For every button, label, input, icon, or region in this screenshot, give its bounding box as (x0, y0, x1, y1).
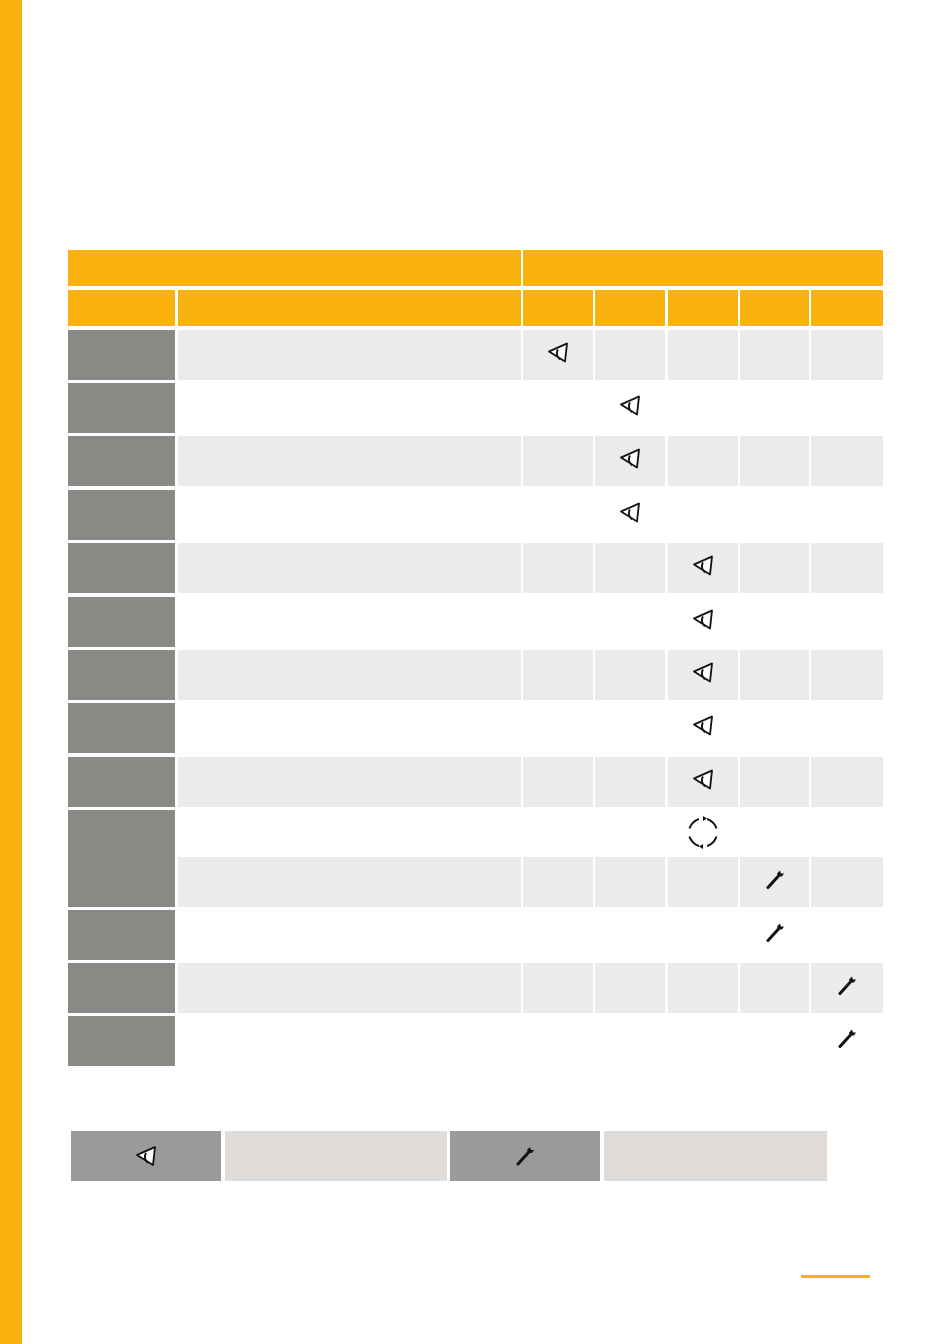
table-row (68, 436, 883, 486)
interval-cell-4 (740, 757, 809, 807)
interval-cell-5 (811, 857, 883, 907)
column-header-interval-3 (668, 290, 738, 326)
interval-cell-5 (811, 810, 883, 860)
interval-cell-3 (668, 857, 738, 907)
interval-cell-2 (595, 597, 665, 647)
table-row (68, 490, 883, 540)
interval-cell-3 (668, 650, 738, 700)
interval-cell-4 (740, 597, 809, 647)
interval-cell-1 (523, 543, 593, 593)
row-code-cell (68, 330, 175, 380)
interval-cell-2 (595, 650, 665, 700)
interval-cell-2 (595, 1016, 665, 1066)
row-description-cell (178, 810, 521, 860)
inspect-icon (619, 448, 641, 475)
interval-cell-2 (595, 436, 665, 486)
table-row (68, 1016, 883, 1066)
interval-cell-5 (811, 383, 883, 433)
interval-cell-5 (811, 910, 883, 960)
row-description-cell (178, 1016, 521, 1066)
inspect-icon (692, 769, 714, 796)
interval-cell-4 (740, 436, 809, 486)
interval-cell-5 (811, 757, 883, 807)
table-header-left (68, 250, 521, 286)
row-code-cell (68, 703, 175, 753)
column-header-interval-2 (595, 290, 665, 326)
legend-wrench-swatch (450, 1131, 600, 1181)
column-header-code (68, 290, 175, 326)
interval-cell-2 (595, 910, 665, 960)
interval-cell-5 (811, 703, 883, 753)
row-code-cell (68, 383, 175, 433)
row-description-cell (178, 436, 521, 486)
interval-cell-3 (668, 810, 738, 860)
table-row (68, 910, 883, 960)
interval-cell-5 (811, 490, 883, 540)
table-row (68, 857, 883, 907)
interval-cell-4 (740, 383, 809, 433)
interval-cell-2 (595, 490, 665, 540)
interval-cell-1 (523, 703, 593, 753)
interval-cell-1 (523, 436, 593, 486)
table-header-right (523, 250, 883, 286)
interval-cell-4 (740, 543, 809, 593)
row-code-cell (68, 910, 175, 960)
row-code-cell (68, 490, 175, 540)
legend-wrench-label-box (604, 1131, 827, 1181)
column-header-description (178, 290, 521, 326)
interval-cell-2 (595, 543, 665, 593)
interval-cell-4 (740, 650, 809, 700)
row-code-cell (68, 597, 175, 647)
interval-cell-1 (523, 330, 593, 380)
interval-cell-5 (811, 330, 883, 380)
row-code-cell (68, 1016, 175, 1066)
interval-cell-5 (811, 543, 883, 593)
interval-cell-3 (668, 597, 738, 647)
replace-icon (685, 815, 721, 856)
table-row (68, 757, 883, 807)
interval-cell-1 (523, 383, 593, 433)
table-row (68, 330, 883, 380)
row-code-cell (68, 650, 175, 700)
inspect-icon (547, 342, 569, 369)
interval-cell-1 (523, 597, 593, 647)
row-description-cell (178, 383, 521, 433)
interval-cell-3 (668, 490, 738, 540)
interval-cell-5 (811, 650, 883, 700)
interval-cell-2 (595, 963, 665, 1013)
row-description-cell (178, 757, 521, 807)
wrench-icon (836, 975, 858, 1002)
inspect-icon (692, 609, 714, 636)
interval-cell-1 (523, 910, 593, 960)
interval-cell-2 (595, 810, 665, 860)
interval-cell-2 (595, 330, 665, 380)
interval-cell-3 (668, 963, 738, 1013)
inspect-icon (135, 1145, 157, 1167)
interval-cell-1 (523, 650, 593, 700)
inspect-icon (619, 395, 641, 422)
row-description-cell (178, 910, 521, 960)
row-description-cell (178, 330, 521, 380)
interval-cell-4 (740, 910, 809, 960)
inspect-icon (692, 555, 714, 582)
inspect-icon (692, 715, 714, 742)
legend-inspect-label-box (225, 1131, 447, 1181)
row-code-cell (68, 436, 175, 486)
wrench-icon (764, 922, 786, 949)
interval-cell-1 (523, 857, 593, 907)
row-description-cell (178, 543, 521, 593)
row-description-cell (178, 703, 521, 753)
row-description-cell (178, 490, 521, 540)
interval-cell-1 (523, 810, 593, 860)
interval-cell-2 (595, 703, 665, 753)
wrench-icon (764, 869, 786, 896)
wrench-icon (514, 1145, 536, 1167)
page-number-rule (801, 1275, 870, 1278)
interval-cell-3 (668, 910, 738, 960)
row-description-cell (178, 857, 521, 907)
row-code-cell (68, 543, 175, 593)
interval-cell-5 (811, 597, 883, 647)
interval-cell-3 (668, 436, 738, 486)
table-row (68, 810, 883, 860)
interval-cell-4 (740, 857, 809, 907)
interval-cell-1 (523, 1016, 593, 1066)
interval-cell-4 (740, 330, 809, 380)
column-header-interval-1 (523, 290, 593, 326)
table-row (68, 703, 883, 753)
interval-cell-3 (668, 757, 738, 807)
interval-cell-4 (740, 810, 809, 860)
interval-cell-5 (811, 436, 883, 486)
column-header-interval-4 (740, 290, 809, 326)
table-row (68, 383, 883, 433)
side-accent-bar (0, 0, 22, 1344)
table-row (68, 963, 883, 1013)
row-code-cell (68, 857, 175, 907)
row-description-cell (178, 963, 521, 1013)
interval-cell-4 (740, 490, 809, 540)
interval-cell-1 (523, 963, 593, 1013)
interval-cell-3 (668, 1016, 738, 1066)
interval-cell-3 (668, 703, 738, 753)
interval-cell-4 (740, 1016, 809, 1066)
table-row (68, 543, 883, 593)
table-row (68, 650, 883, 700)
inspect-icon (692, 662, 714, 689)
column-header-interval-5 (811, 290, 883, 326)
interval-cell-2 (595, 383, 665, 433)
interval-cell-2 (595, 757, 665, 807)
interval-cell-5 (811, 1016, 883, 1066)
interval-cell-4 (740, 703, 809, 753)
row-description-cell (178, 597, 521, 647)
interval-cell-5 (811, 963, 883, 1013)
row-description-cell (178, 650, 521, 700)
row-code-cell (68, 757, 175, 807)
interval-cell-2 (595, 857, 665, 907)
row-code-cell (68, 963, 175, 1013)
interval-cell-3 (668, 330, 738, 380)
legend-inspect-swatch (71, 1131, 221, 1181)
inspect-icon (619, 502, 641, 529)
row-code-cell (68, 810, 175, 860)
table-row (68, 597, 883, 647)
interval-cell-1 (523, 757, 593, 807)
interval-cell-3 (668, 383, 738, 433)
wrench-icon (836, 1028, 858, 1055)
interval-cell-3 (668, 543, 738, 593)
interval-cell-1 (523, 490, 593, 540)
interval-cell-4 (740, 963, 809, 1013)
